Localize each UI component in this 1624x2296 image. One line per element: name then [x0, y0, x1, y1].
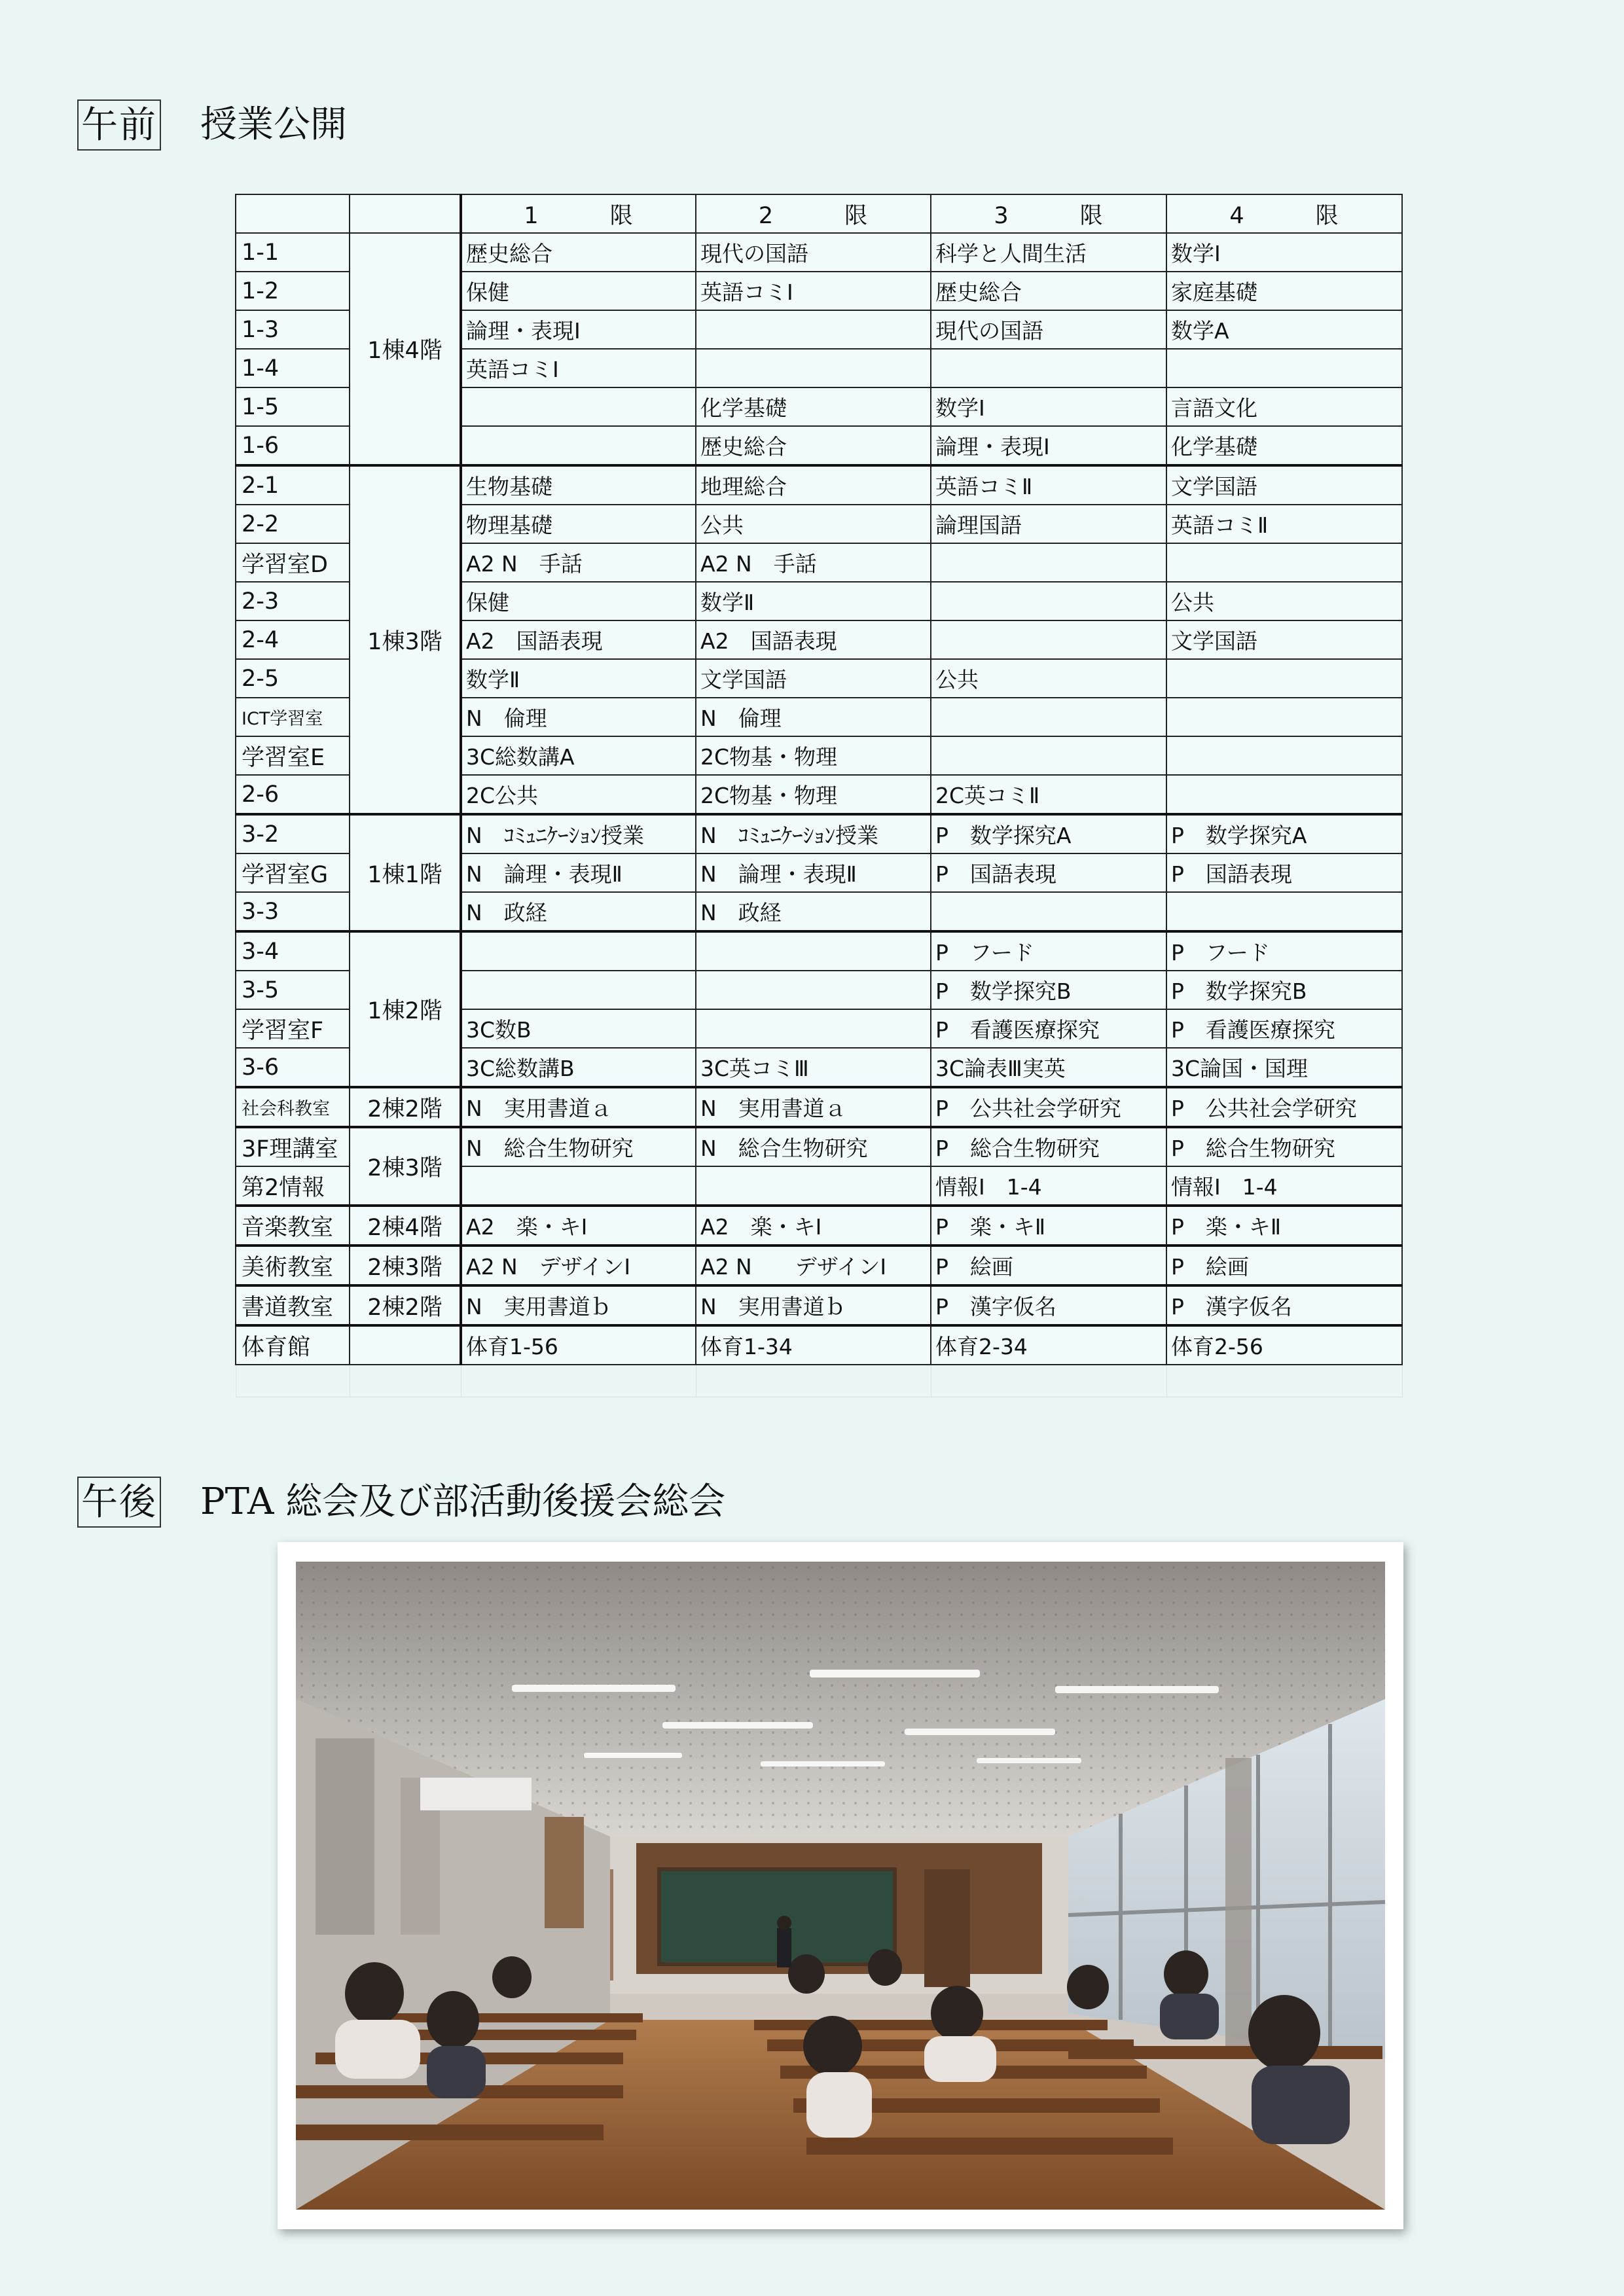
period-4-cell	[1166, 698, 1402, 736]
period-1-cell	[461, 1166, 696, 1206]
schedule-row	[236, 1285, 1402, 1325]
period-2-cell: 歴史総合	[696, 426, 931, 465]
period-2-cell: 英語コミⅠ	[696, 272, 931, 310]
room-cell: 2-3	[236, 582, 350, 620]
table-spacer-row	[236, 1365, 1402, 1397]
period-3-cell	[931, 736, 1166, 775]
room-cell: 1-6	[236, 426, 350, 465]
header-period-4: 4 限	[1166, 194, 1402, 233]
period-4-cell: 化学基礎	[1166, 426, 1402, 465]
period-4-cell: 公共	[1166, 582, 1402, 620]
period-1-cell	[461, 387, 696, 426]
header-period-3: 3 限	[931, 194, 1166, 233]
spacer-cell	[696, 1365, 931, 1397]
period-3-cell	[931, 892, 1166, 931]
building-floor-cell: 2棟2階	[350, 1087, 461, 1127]
period-4-cell	[1166, 659, 1402, 698]
period-2-cell: 化学基礎	[696, 387, 931, 426]
period-2-cell: 公共	[696, 505, 931, 543]
spacer-cell	[931, 1365, 1166, 1397]
period-3-cell: P 漢字仮名	[931, 1285, 1166, 1325]
period-3-cell: 現代の国語	[931, 310, 1166, 349]
period-3-cell: 論理・表現Ⅰ	[931, 426, 1166, 465]
classroom-photo	[296, 1562, 1385, 2210]
period-4-cell: 数学Ⅰ	[1166, 233, 1402, 272]
room-cell: 1-4	[236, 349, 350, 387]
period-2-cell	[696, 1009, 931, 1048]
period-3-cell	[931, 349, 1166, 387]
period-4-cell: 言語文化	[1166, 387, 1402, 426]
room-cell: 音楽教室	[236, 1206, 350, 1246]
room-cell: 2-1	[236, 465, 350, 505]
period-2-cell: 体育1-34	[696, 1325, 931, 1365]
building-floor-cell: 2棟3階	[350, 1127, 461, 1206]
schedule-row	[236, 1206, 1402, 1246]
period-2-cell	[696, 349, 931, 387]
period-2-cell	[696, 1166, 931, 1206]
period-4-cell	[1166, 349, 1402, 387]
period-3-cell: 公共	[931, 659, 1166, 698]
period-2-cell: N 政経	[696, 892, 931, 931]
header-building-cell	[350, 194, 461, 233]
period-3-cell: 英語コミⅡ	[931, 465, 1166, 505]
morning-heading	[77, 99, 347, 151]
period-4-cell	[1166, 543, 1402, 582]
period-3-cell: 歴史総合	[931, 272, 1166, 310]
period-2-cell: N ｺﾐｭﾆｹｰｼｮﾝ授業	[696, 814, 931, 853]
period-3-cell: P フード	[931, 931, 1166, 971]
period-2-cell: A2 N デザインⅠ	[696, 1246, 931, 1285]
period-3-cell: P 国語表現	[931, 853, 1166, 892]
period-4-cell: 英語コミⅡ	[1166, 505, 1402, 543]
building-floor-cell: 2棟4階	[350, 1206, 461, 1246]
building-floor-cell: 1棟2階	[350, 931, 461, 1087]
period-4-cell: P 公共社会学研究	[1166, 1087, 1402, 1127]
period-4-cell: P フード	[1166, 931, 1402, 971]
period-2-cell: N 倫理	[696, 698, 931, 736]
room-cell: 学習室F	[236, 1009, 350, 1048]
room-cell: 2-6	[236, 775, 350, 814]
room-cell: 2-4	[236, 620, 350, 659]
room-cell: 1-3	[236, 310, 350, 349]
period-2-cell	[696, 971, 931, 1009]
period-2-cell: 文学国語	[696, 659, 931, 698]
room-cell: 書道教室	[236, 1285, 350, 1325]
period-1-cell: N 総合生物研究	[461, 1127, 696, 1166]
period-3-cell: P 公共社会学研究	[931, 1087, 1166, 1127]
spacer-cell	[350, 1365, 461, 1397]
schedule-row	[236, 1127, 1402, 1166]
period-2-cell: N 実用書道ｂ	[696, 1285, 931, 1325]
period-3-cell: P 看護医療探究	[931, 1009, 1166, 1048]
room-cell: 第2情報	[236, 1166, 350, 1206]
period-1-cell: 数学Ⅱ	[461, 659, 696, 698]
building-floor-cell: 1棟1階	[350, 814, 461, 931]
period-1-cell: 3C数B	[461, 1009, 696, 1048]
period-1-cell	[461, 971, 696, 1009]
period-4-cell: 文学国語	[1166, 620, 1402, 659]
header-room-cell	[236, 194, 350, 233]
header-period-1: 1 限	[461, 194, 696, 233]
morning-title: 授業公開	[200, 103, 347, 146]
class-schedule-table	[235, 194, 1403, 1397]
building-floor-cell	[350, 1325, 461, 1365]
period-3-cell	[931, 620, 1166, 659]
period-2-cell: N 実用書道ａ	[696, 1087, 931, 1127]
period-4-cell	[1166, 736, 1402, 775]
period-1-cell: 保健	[461, 582, 696, 620]
spacer-cell	[1166, 1365, 1402, 1397]
period-4-cell: 数学A	[1166, 310, 1402, 349]
period-1-cell: A2 楽・キⅠ	[461, 1206, 696, 1246]
room-cell: 1-5	[236, 387, 350, 426]
period-4-cell: P 数学探究A	[1166, 814, 1402, 853]
period-3-cell: P 絵画	[931, 1246, 1166, 1285]
afternoon-title: PTA 総会及び部活動後援会総会	[200, 1480, 726, 1523]
period-3-cell: P 楽・キⅡ	[931, 1206, 1166, 1246]
period-4-cell: 情報Ⅰ 1-4	[1166, 1166, 1402, 1206]
period-1-cell: N 実用書道ｂ	[461, 1285, 696, 1325]
period-2-cell: 2C物基・物理	[696, 775, 931, 814]
period-1-cell: A2 N 手話	[461, 543, 696, 582]
period-4-cell: P 絵画	[1166, 1246, 1402, 1285]
period-4-cell: 文学国語	[1166, 465, 1402, 505]
room-cell: 3-2	[236, 814, 350, 853]
room-cell: 2-2	[236, 505, 350, 543]
room-cell: ICT学習室	[236, 698, 350, 736]
period-1-cell	[461, 931, 696, 971]
room-cell: 学習室E	[236, 736, 350, 775]
period-1-cell: 保健	[461, 272, 696, 310]
period-3-cell: 情報Ⅰ 1-4	[931, 1166, 1166, 1206]
spacer-cell	[461, 1365, 696, 1397]
period-1-cell: 物理基礎	[461, 505, 696, 543]
schedule-row	[236, 931, 1402, 971]
schedule-row	[236, 1087, 1402, 1127]
period-1-cell: N ｺﾐｭﾆｹｰｼｮﾝ授業	[461, 814, 696, 853]
period-1-cell: 生物基礎	[461, 465, 696, 505]
period-3-cell: 2C英コミⅡ	[931, 775, 1166, 814]
period-2-cell: 地理総合	[696, 465, 931, 505]
period-2-cell	[696, 931, 931, 971]
period-2-cell: N 総合生物研究	[696, 1127, 931, 1166]
room-cell: 3-4	[236, 931, 350, 971]
period-3-cell	[931, 698, 1166, 736]
schedule-row	[236, 233, 1402, 272]
schedule-row	[236, 814, 1402, 853]
period-3-cell: 3C論表Ⅲ実英	[931, 1048, 1166, 1087]
period-1-cell: 2C公共	[461, 775, 696, 814]
period-3-cell: 数学Ⅰ	[931, 387, 1166, 426]
schedule-header-row	[236, 194, 1402, 233]
photo-frame	[278, 1542, 1403, 2229]
period-4-cell: P 数学探究B	[1166, 971, 1402, 1009]
period-4-cell: 家庭基礎	[1166, 272, 1402, 310]
schedule-row	[236, 465, 1402, 505]
room-cell: 3-3	[236, 892, 350, 931]
building-floor-cell: 1棟3階	[350, 465, 461, 814]
period-1-cell: A2 N デザインⅠ	[461, 1246, 696, 1285]
period-4-cell: 3C論国・国理	[1166, 1048, 1402, 1087]
period-4-cell	[1166, 775, 1402, 814]
period-3-cell	[931, 543, 1166, 582]
period-1-cell: N 論理・表現Ⅱ	[461, 853, 696, 892]
period-2-cell: A2 N 手話	[696, 543, 931, 582]
room-cell: 学習室D	[236, 543, 350, 582]
period-3-cell: P 総合生物研究	[931, 1127, 1166, 1166]
period-3-cell: 論理国語	[931, 505, 1166, 543]
period-1-cell	[461, 426, 696, 465]
period-2-cell	[696, 310, 931, 349]
schedule-row	[236, 1246, 1402, 1285]
room-cell: 3-6	[236, 1048, 350, 1087]
period-2-cell: 数学Ⅱ	[696, 582, 931, 620]
schedule-row	[236, 1325, 1402, 1365]
period-1-cell: 3C総数講B	[461, 1048, 696, 1087]
period-4-cell: P 楽・キⅡ	[1166, 1206, 1402, 1246]
period-3-cell	[931, 582, 1166, 620]
period-4-cell: P 看護医療探究	[1166, 1009, 1402, 1048]
period-2-cell: A2 国語表現	[696, 620, 931, 659]
period-2-cell: N 論理・表現Ⅱ	[696, 853, 931, 892]
period-3-cell: 科学と人間生活	[931, 233, 1166, 272]
room-cell: 美術教室	[236, 1246, 350, 1285]
room-cell: 1-1	[236, 233, 350, 272]
period-1-cell: N 政経	[461, 892, 696, 931]
room-cell: 3-5	[236, 971, 350, 1009]
period-1-cell: N 実用書道ａ	[461, 1087, 696, 1127]
period-4-cell: 体育2-56	[1166, 1325, 1402, 1365]
room-cell: 2-5	[236, 659, 350, 698]
room-cell: 3F理講室	[236, 1127, 350, 1166]
class-schedule-table-wrapper	[235, 194, 1401, 1397]
period-3-cell: 体育2-34	[931, 1325, 1166, 1365]
period-1-cell: A2 国語表現	[461, 620, 696, 659]
room-cell: 学習室G	[236, 853, 350, 892]
period-3-cell: P 数学探究B	[931, 971, 1166, 1009]
period-2-cell: 2C物基・物理	[696, 736, 931, 775]
afternoon-heading	[77, 1477, 725, 1528]
period-1-cell: 3C総数講A	[461, 736, 696, 775]
room-cell: 1-2	[236, 272, 350, 310]
spacer-cell	[236, 1365, 350, 1397]
period-4-cell: P 漢字仮名	[1166, 1285, 1402, 1325]
period-1-cell: 歴史総合	[461, 233, 696, 272]
room-cell: 社会科教室	[236, 1087, 350, 1127]
building-floor-cell: 1棟4階	[350, 233, 461, 465]
period-4-cell: P 国語表現	[1166, 853, 1402, 892]
schedule-body	[236, 233, 1402, 1397]
header-period-2: 2 限	[696, 194, 931, 233]
period-1-cell: N 倫理	[461, 698, 696, 736]
afternoon-tag: 午後	[77, 1477, 161, 1528]
period-3-cell: P 数学探究A	[931, 814, 1166, 853]
period-1-cell: 英語コミⅠ	[461, 349, 696, 387]
period-1-cell: 体育1-56	[461, 1325, 696, 1365]
morning-tag: 午前	[77, 99, 161, 151]
building-floor-cell: 2棟3階	[350, 1246, 461, 1285]
period-4-cell	[1166, 892, 1402, 931]
period-2-cell: 3C英コミⅢ	[696, 1048, 931, 1087]
building-floor-cell: 2棟2階	[350, 1285, 461, 1325]
period-1-cell: 論理・表現Ⅰ	[461, 310, 696, 349]
period-2-cell: 現代の国語	[696, 233, 931, 272]
period-2-cell: A2 楽・キⅠ	[696, 1206, 931, 1246]
room-cell: 体育館	[236, 1325, 350, 1365]
period-4-cell: P 総合生物研究	[1166, 1127, 1402, 1166]
